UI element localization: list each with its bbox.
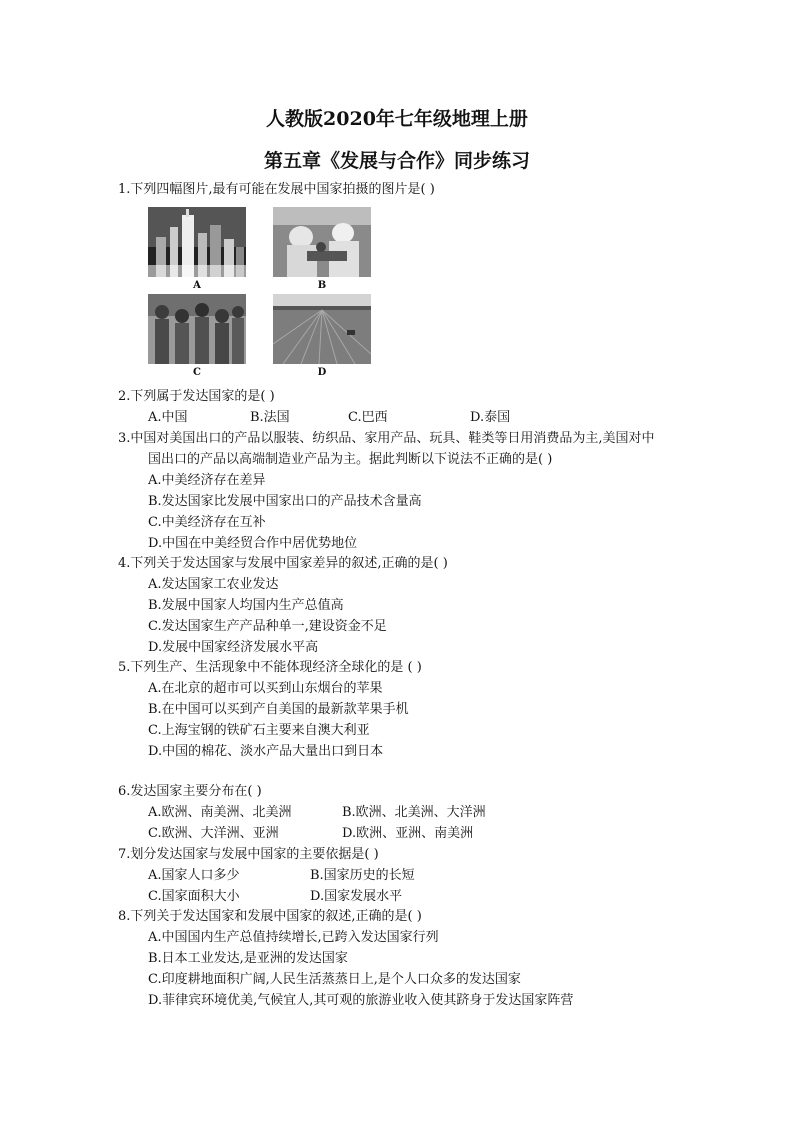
question-8-stem: 8.下列关于发达国家和发展中国家的叙述,正确的是( )	[118, 909, 422, 924]
question-8-option-a: A.中国国内生产总值持续增长,已跨入发达国家行列	[148, 930, 439, 945]
question-5-option-a: A.在北京的超市可以买到山东烟台的苹果	[148, 681, 383, 696]
question-3-option-a: A.中美经济存在差异	[148, 473, 266, 488]
question-2-option-b: B.法国	[250, 410, 290, 425]
question-3-option-d: D.中国在中美经贸合作中居优势地位	[148, 536, 358, 551]
question-4-option-b: B.发展中国家人均国内生产总值高	[148, 598, 344, 613]
photo-c-children	[148, 294, 246, 364]
photo-b-laboratory	[273, 207, 371, 277]
question-3-option-c: C.中美经济存在互补	[148, 515, 266, 530]
question-2-option-d: D.泰国	[470, 410, 511, 425]
question-4-stem: 4.下列关于发达国家与发展中国家差异的叙述,正确的是( )	[118, 556, 448, 571]
question-1-stem: 1.下列四幅图片,最有可能在发展中国家拍摄的图片是( )	[118, 182, 435, 197]
photo-c-label: C	[193, 367, 201, 378]
question-3-option-b: B.发达国家比发展中国家出口的产品技术含量高	[148, 494, 422, 509]
question-6-option-b: B.欧洲、北美洲、大洋洲	[342, 805, 486, 820]
question-7-stem: 7.划分发达国家与发展中国家的主要依据是( )	[118, 847, 379, 862]
question-5-stem: 5.下列生产、生活现象中不能体现经济全球化的是 ( )	[118, 660, 422, 675]
question-6-option-a: A.欧洲、南美洲、北美洲	[148, 805, 292, 820]
question-3-stem-line1: 3.中国对美国出口的产品以服装、纺织品、家用产品、玩具、鞋类等日用消费品为主,美国对中	[118, 431, 655, 446]
question-2-option-a: A.中国	[148, 410, 188, 425]
question-7-option-c: C.国家面积大小	[148, 889, 240, 904]
document-title: 人教版2020年七年级地理上册	[266, 108, 528, 130]
question-2-stem: 2.下列属于发达国家的是( )	[118, 389, 275, 404]
question-7-option-b: B.国家历史的长短	[310, 868, 415, 883]
chapter-title: 第五章《发展与合作》同步练习	[263, 150, 530, 172]
question-4-option-c: C.发达国家生产产品种单一,建设资金不足	[148, 619, 387, 634]
question-8-option-d: D.菲律宾环境优美,气候宜人,其可观的旅游业收入使其跻身于发达国家阵营	[148, 993, 574, 1008]
question-8-option-b: B.日本工业发达,是亚洲的发达国家	[148, 951, 348, 966]
question-6-option-c: C.欧洲、大洋洲、亚洲	[148, 826, 279, 841]
photo-a-city-skyline	[148, 207, 246, 277]
question-2-option-c: C.巴西	[348, 410, 388, 425]
question-7-option-a: A.国家人口多少	[148, 868, 240, 883]
question-5-option-c: C.上海宝钢的铁矿石主要来自澳大利亚	[148, 723, 370, 738]
photo-d-label: D	[317, 367, 327, 378]
question-8-option-c: C.印度耕地面积广阔,人民生活蒸蒸日上,是个人口众多的发达国家	[148, 972, 521, 987]
photo-a-label: A	[193, 280, 201, 291]
photo-d-farmland	[273, 294, 371, 364]
question-4-option-a: A.发达国家工农业发达	[148, 577, 279, 592]
question-5-option-d: D.中国的棉花、淡水产品大量出口到日本	[148, 744, 384, 759]
question-6-option-d: D.欧洲、亚洲、南美洲	[342, 826, 474, 841]
question-7-option-d: D.国家发展水平	[310, 889, 403, 904]
question-3-stem-line2: 国出口的产品以高端制造业产品为主。据此判断以下说法不正确的是( )	[148, 452, 553, 467]
question-5-option-b: B.在中国可以买到产自美国的最新款苹果手机	[148, 702, 409, 717]
photo-b-label: B	[317, 280, 327, 291]
question-4-option-d: D.发展中国家经济发展水平高	[148, 640, 319, 655]
question-6-stem: 6.发达国家主要分布在( )	[118, 784, 262, 799]
